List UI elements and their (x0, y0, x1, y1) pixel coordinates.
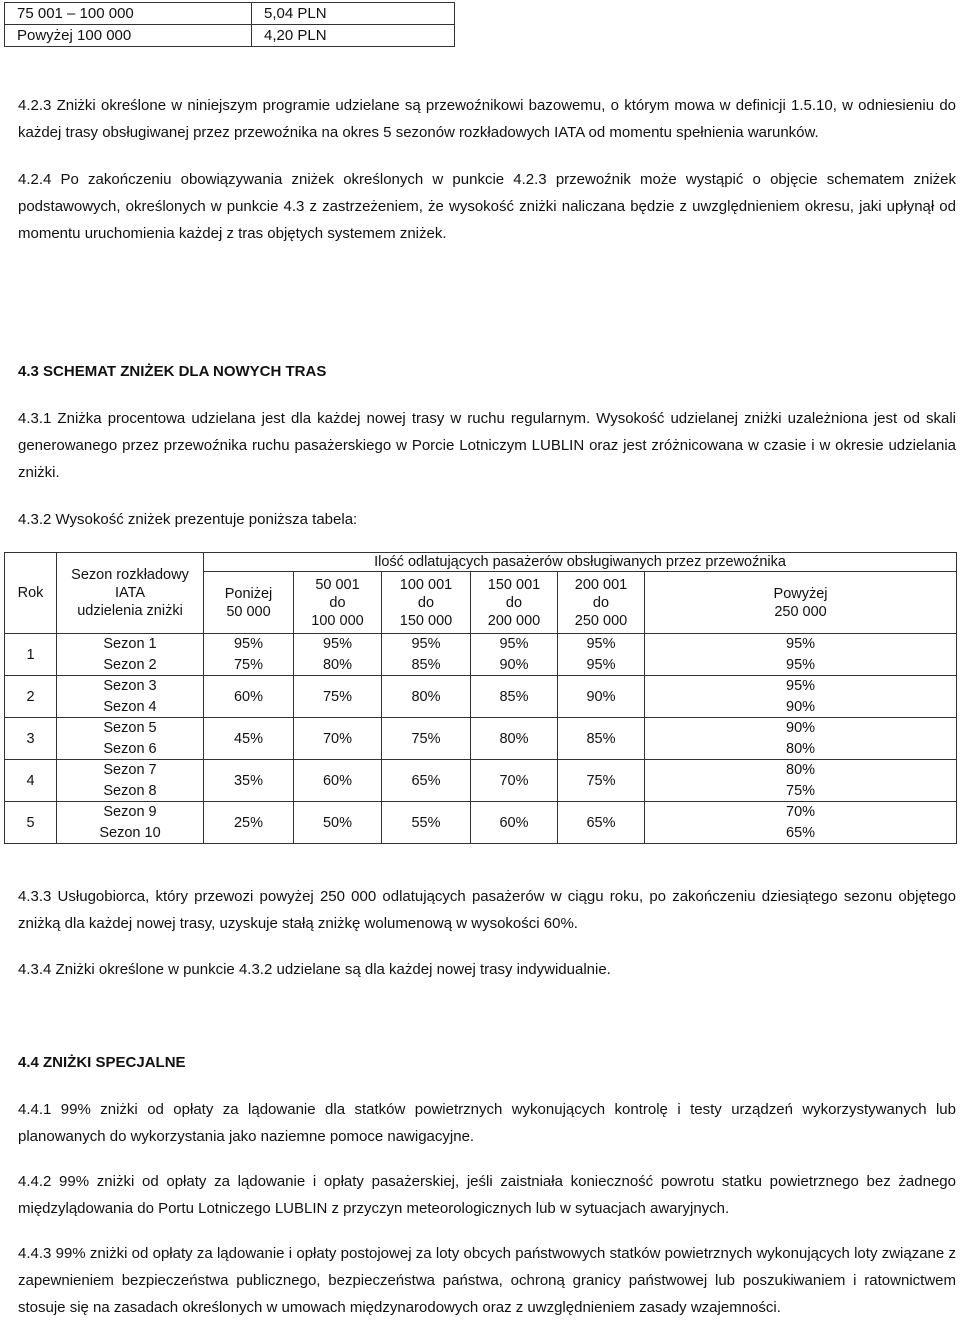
header-col-line: 100 001 (399, 576, 453, 593)
header-col-below-50000 (204, 572, 294, 634)
table-row (5, 718, 957, 739)
year-cell: 5 (5, 802, 57, 844)
value-cell: 65% (645, 823, 957, 844)
price-value-cell: 4,20 PLN (252, 25, 455, 47)
header-season-line2: udzielenia zniżki (77, 603, 183, 619)
value-cell: 80% (294, 655, 382, 676)
header-col-line: 50 000 (226, 603, 271, 620)
value-cell: 85% (382, 655, 471, 676)
header-col-line: do (417, 594, 435, 611)
value-cell: 75% (382, 718, 471, 760)
price-range-cell: 75 001 – 100 000 (5, 3, 252, 25)
paragraph-4-3-2: 4.3.2 Wysokość zniżek prezentuje poniższa tabela: (18, 511, 358, 528)
header-col-50001-100000 (294, 572, 382, 634)
value-cell: 95% (204, 634, 294, 655)
paragraph-4-3-1: 4.3.1 Zniżka procentowa udzielana jest dla każdej nowej trasy w ruchu regularnym. Wysokość udzielanej zniżki uzależniona jest od skali generowanego przez przewoźnika ruchu pasażerskiego w Porcie Lotniczym LUBLIN oraz jest zróżnicowana w czasie i w okresie udzielania zniżki. (18, 410, 956, 481)
value-cell: 95% (645, 676, 957, 697)
year-cell: 4 (5, 760, 57, 802)
value-cell: 80% (645, 760, 957, 781)
table-row (5, 655, 957, 676)
season-cell: Sezon 6 (57, 739, 204, 760)
value-cell: 95% (294, 634, 382, 655)
season-cell: Sezon 1 (57, 634, 204, 655)
paragraph-4-4-3: 4.4.3 99% zniżki od opłaty za lądowanie i opłaty postojowej za loty obcych państwowych statków powietrznych wykonujących loty związane z zapewnieniem bezpieczeństwa publicznego, bezpieczeństwa państwa, ochroną granicy państwowej lub poszukiwaniem i ratownictwem stosuje się na zasadach określonych w umowach międzynarodowych oraz z uwzględnieniem zasady wzajemności. (18, 1245, 956, 1316)
season-cell: Sezon 4 (57, 697, 204, 718)
header-col-line: 200 001 (574, 576, 628, 593)
value-cell: 90% (645, 697, 957, 718)
value-cell: 65% (382, 760, 471, 802)
season-cell: Sezon 9 (57, 802, 204, 823)
value-cell: 95% (645, 634, 957, 655)
header-col-line: do (592, 594, 610, 611)
discount-table (4, 552, 957, 844)
header-passenger-group: Ilość odlatujących pasażerów obsługiwanych przez przewoźnika (204, 553, 957, 572)
season-cell: Sezon 2 (57, 655, 204, 676)
value-cell: 60% (471, 802, 558, 844)
value-cell: 95% (471, 634, 558, 655)
paragraph-4-3-3: 4.3.3 Usługobiorca, który przewozi powyżej 250 000 odlatujących pasażerów w ciągu roku, po zakończeniu dziesiątego sezonu objętego zniżką dla każdej nowej trasy, uzyskuje stałą zniżkę wolumenową w wysokości 60%. (18, 888, 956, 932)
header-col-line: do (329, 594, 346, 611)
value-cell: 90% (558, 676, 645, 718)
value-cell: 75% (645, 781, 957, 802)
value-cell: 85% (558, 718, 645, 760)
table-row (5, 760, 957, 781)
header-season-line1: Sezon rozkładowy IATA (71, 567, 189, 601)
value-cell: 75% (558, 760, 645, 802)
price-value-cell: 5,04 PLN (252, 3, 455, 25)
header-col-line: Poniżej (224, 585, 273, 602)
header-col-line: Powyżej (773, 585, 828, 602)
value-cell: 60% (294, 760, 382, 802)
paragraph-4-3-4: 4.3.4 Zniżki określone w punkcie 4.3.2 udzielane są dla każdej nowej trasy indywidualnie. (18, 961, 611, 978)
value-cell: 45% (204, 718, 294, 760)
price-table (4, 2, 455, 47)
paragraph-4-2-3: 4.2.3 Zniżki określone w niniejszym programie udzielane są przewoźnikowi bazowemu, o którym mowa w definicji 1.5.10, w odniesieniu do każdej trasy obsługiwanej przez przewoźnika na okres 5 sezonów rozkładowych IATA od momentu spełnienia warunków. (18, 97, 956, 141)
header-col-100001-150000 (382, 572, 471, 634)
header-col-above-250000 (645, 572, 957, 634)
value-cell: 25% (204, 802, 294, 844)
table-row (5, 676, 957, 697)
header-col-line: 150 000 (399, 612, 453, 629)
season-cell: Sezon 5 (57, 718, 204, 739)
header-col-line: 50 001 (315, 576, 360, 593)
table-row (5, 634, 957, 655)
header-season (57, 553, 204, 634)
value-cell: 70% (471, 760, 558, 802)
value-cell: 60% (204, 676, 294, 718)
season-cell: Sezon 7 (57, 760, 204, 781)
price-range-cell: Powyżej 100 000 (5, 25, 252, 47)
value-cell: 70% (645, 802, 957, 823)
table-row (5, 25, 455, 47)
header-col-200001-250000 (558, 572, 645, 634)
value-cell: 75% (204, 655, 294, 676)
value-cell: 65% (558, 802, 645, 844)
paragraph-4-4-1: 4.4.1 99% zniżki od opłaty za lądowanie dla statków powietrznych wykonujących kontrolę i testy urządzeń wykorzystywanych lub planowanych do wykorzystania jako naziemne pomoce nawigacyjne. (18, 1101, 956, 1145)
value-cell: 95% (558, 655, 645, 676)
value-cell: 95% (558, 634, 645, 655)
value-cell: 95% (382, 634, 471, 655)
year-cell: 3 (5, 718, 57, 760)
value-cell: 70% (294, 718, 382, 760)
value-cell: 85% (471, 676, 558, 718)
value-cell: 90% (471, 655, 558, 676)
header-col-line: do (505, 594, 523, 611)
value-cell: 80% (471, 718, 558, 760)
season-cell: Sezon 8 (57, 781, 204, 802)
value-cell: 95% (645, 655, 957, 676)
value-cell: 80% (382, 676, 471, 718)
header-rok: Rok (5, 553, 57, 634)
value-cell: 50% (294, 802, 382, 844)
value-cell: 35% (204, 760, 294, 802)
season-cell: Sezon 3 (57, 676, 204, 697)
section-heading-4-3: 4.3 SCHEMAT ZNIŻEK DLA NOWYCH TRAS (18, 363, 327, 380)
header-col-line: 200 000 (487, 612, 541, 629)
paragraph-4-2-4: 4.2.4 Po zakończeniu obowiązywania zniżek określonych w punkcie 4.2.3 przewoźnik może wystąpić o objęcie schematem zniżek podstawowych, określonych w punkcie 4.3 z zastrzeżeniem, że wysokość zniżki naliczana będzie z uwzględnieniem okresu, jaki upłynął od momentu uruchomienia każdej z tras objętych systemem zniżek. (18, 171, 956, 242)
season-cell: Sezon 10 (57, 823, 204, 844)
header-col-line: 150 001 (487, 576, 541, 593)
value-cell: 80% (645, 739, 957, 760)
value-cell: 90% (645, 718, 957, 739)
year-cell: 1 (5, 634, 57, 676)
header-col-line: 250 000 (774, 603, 827, 620)
section-heading-4-4: 4.4 ZNIŻKI SPECJALNE (18, 1054, 186, 1071)
year-cell: 2 (5, 676, 57, 718)
header-col-line: 250 000 (574, 612, 628, 629)
header-col-line: 100 000 (311, 612, 364, 629)
table-row (5, 802, 957, 823)
paragraph-4-4-2: 4.4.2 99% zniżki od opłaty za lądowanie i opłaty pasażerskiej, jeśli zaistniała konieczność powrotu statku powietrznego bez żadnego międzylądowania do Portu Lotniczego LUBLIN z przyczyn meteorologicznych lub w sytuacjach awaryjnych. (18, 1173, 956, 1217)
table-row (5, 3, 455, 25)
header-col-150001-200000 (471, 572, 558, 634)
value-cell: 55% (382, 802, 471, 844)
value-cell: 75% (294, 676, 382, 718)
